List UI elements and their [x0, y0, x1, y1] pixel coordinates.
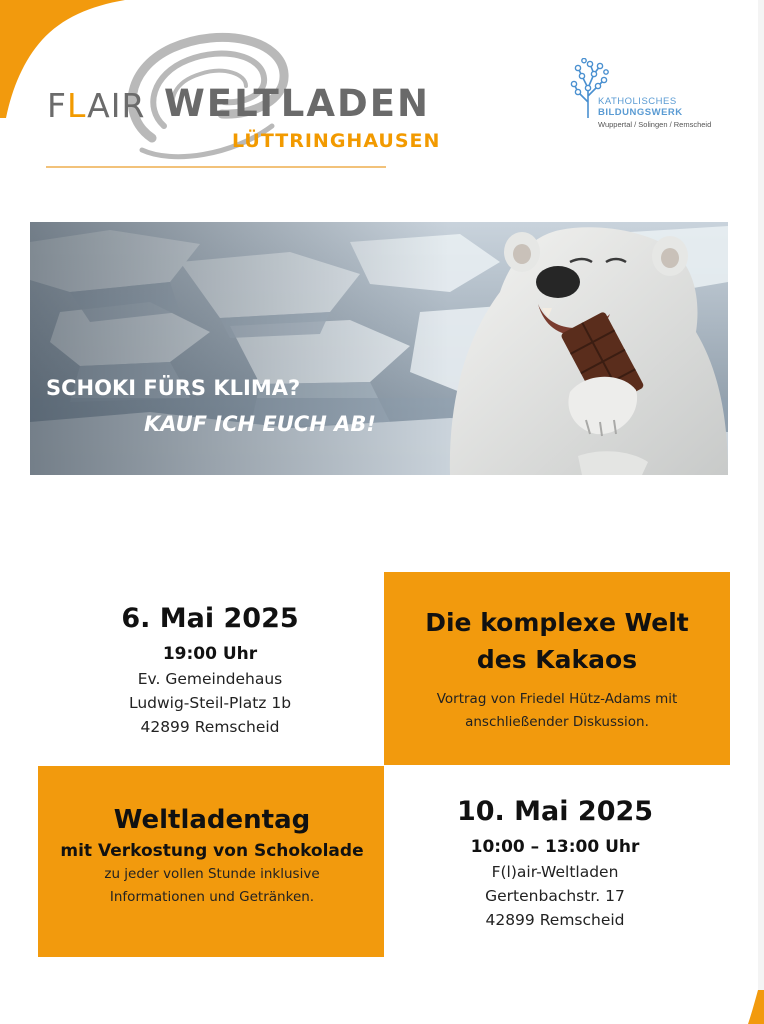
weltladentag-subtitle: mit Verkostung von Schokolade: [60, 841, 364, 861]
lecture-description-line: anschließender Diskussion.: [465, 714, 649, 730]
logo-weltladen-text: WELTLADEN: [164, 82, 430, 125]
event-2-date: 10. Mai 2025: [456, 796, 654, 827]
event-2-time: 10:00 – 13:00 Uhr: [470, 837, 640, 857]
polar-bear-illustration: [30, 222, 728, 475]
flair-weltladen-logo: [44, 30, 441, 170]
event-2-address-line: F(l)air-Weltladen: [491, 863, 619, 881]
banner-headline-1: SCHOKI FÜRS KLIMA?: [46, 376, 301, 400]
event-1-date: 6. Mai 2025: [121, 603, 299, 634]
weltladentag-box-content: [44, 802, 380, 909]
logo-flair-text: FLAIR: [47, 86, 146, 125]
weltladentag-description-line: zu jeder vollen Stunde inklusive: [104, 866, 320, 882]
event-1-address-line: Ludwig-Steil-Platz 1b: [128, 694, 292, 712]
page-edge: [758, 0, 764, 1024]
katholisches-bildungswerk-logo: [570, 58, 730, 138]
polar-bear-banner: [30, 222, 728, 475]
partner-line-3: Wuppertal / Solingen / Remscheid: [598, 120, 712, 129]
lecture-box-content: [392, 604, 722, 734]
event-2-info: [410, 795, 700, 932]
orange-corner-shape-bottom: [748, 990, 764, 1024]
weltladentag-title: Weltladentag: [113, 805, 311, 835]
event-2-address-line: 42899 Remscheid: [485, 911, 625, 929]
partner-line-1: KATHOLISCHES: [598, 96, 677, 107]
lecture-description-line: Vortrag von Friedel Hütz-Adams mit: [436, 691, 678, 707]
event-2-address-line: Gertenbachstr. 17: [485, 887, 625, 905]
logo-divider: [46, 166, 386, 168]
weltladentag-description-line: Informationen und Getränken.: [109, 889, 315, 905]
lecture-title-line: Die komplexe Welt: [425, 608, 689, 637]
event-1-time: 19:00 Uhr: [162, 644, 258, 664]
partner-line-2: BILDUNGSWERK: [598, 107, 683, 118]
lecture-title-line: des Kakaos: [476, 645, 638, 674]
banner-headline-2: KAUF ICH EUCH AB!: [144, 412, 376, 436]
event-1-info: [80, 602, 340, 739]
event-1-address-line: 42899 Remscheid: [140, 718, 280, 736]
event-1-address-line: Ev. Gemeindehaus: [137, 670, 283, 688]
logo-location-text: LÜTTRINGHAUSEN: [232, 130, 441, 152]
